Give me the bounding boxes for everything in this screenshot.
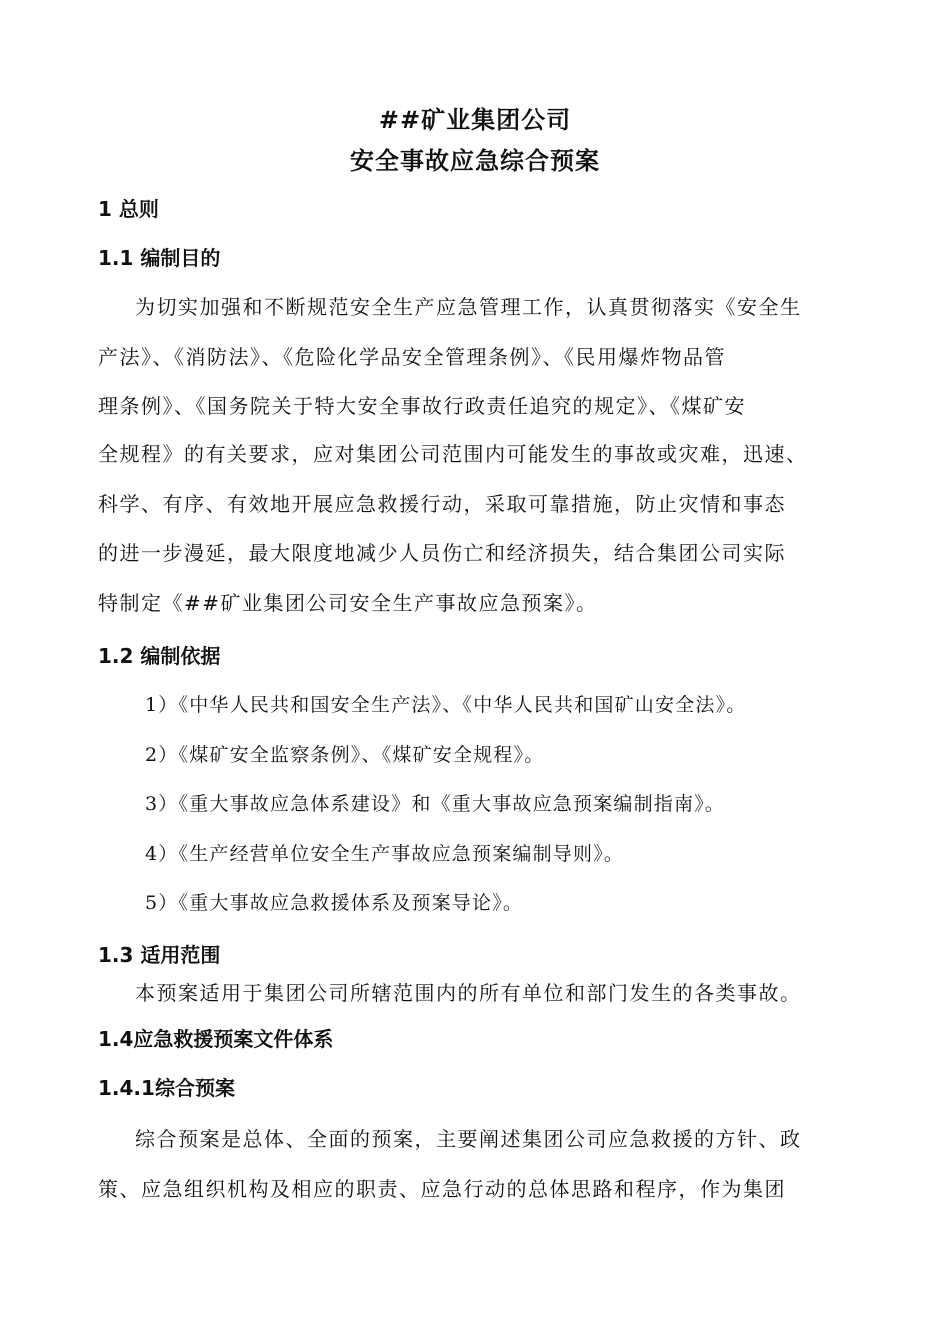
document-title-plan: 安全事故应急综合预案 bbox=[350, 147, 600, 175]
basis-list-item: 2）《煤矿安全监察条例》、《煤矿安全规程》。 bbox=[145, 744, 545, 766]
basis-list-item: 1）《中华人民共和国安全生产法》、《中华人民共和国矿山安全法》。 bbox=[145, 694, 747, 716]
section-heading-document-system: 1.4应急救援预案文件体系 bbox=[98, 1027, 334, 1051]
scope-paragraph: 本预案适用于集团公司所辖范围内的所有单位和部门发生的各类事故。 bbox=[135, 981, 802, 1005]
comprehensive-plan-paragraph-line: 策、应急组织机构及相应的职责、应急行动的总体思路和程序，作为集团 bbox=[98, 1177, 786, 1201]
purpose-paragraph-line: 产法》、《消防法》、《危险化学品安全管理条例》、《民用爆炸物品管 bbox=[98, 345, 726, 369]
basis-list-item: 3）《重大事故应急体系建设》和《重大事故应急预案编制指南》。 bbox=[145, 793, 726, 815]
document-title-company: ##矿业集团公司 bbox=[378, 106, 572, 134]
basis-list-item: 4）《生产经营单位安全生产事故应急预案编制导则》。 bbox=[145, 843, 625, 865]
section-heading-scope: 1.3 适用范围 bbox=[98, 943, 221, 967]
purpose-paragraph-line: 的进一步漫延，最大限度地减少人员伤亡和经济损失，结合集团公司实际 bbox=[98, 541, 786, 565]
purpose-paragraph-line: 特制定《##矿业集团公司安全生产事故应急预案》。 bbox=[98, 591, 598, 615]
section-heading-comprehensive-plan: 1.4.1综合预案 bbox=[98, 1076, 235, 1100]
purpose-paragraph-line: 科学、有序、有效地开展应急救援行动，采取可靠措施，防止灾情和事态 bbox=[98, 492, 786, 516]
section-heading-basis: 1.2 编制依据 bbox=[98, 644, 221, 668]
comprehensive-plan-paragraph-line: 综合预案是总体、全面的预案，主要阐述集团公司应急救援的方针、政 bbox=[135, 1127, 802, 1151]
section-heading-general: 1 总则 bbox=[98, 197, 159, 221]
basis-list-item: 5）《重大事故应急救援体系及预案导论》。 bbox=[145, 892, 524, 914]
purpose-paragraph-line: 为切实加强和不断规范安全生产应急管理工作，认真贯彻落实《安全生 bbox=[135, 295, 802, 319]
purpose-paragraph-line: 理条例》、《国务院关于特大安全事故行政责任追究的规定》、《煤矿安 bbox=[98, 394, 746, 418]
section-heading-purpose: 1.1 编制目的 bbox=[98, 246, 221, 270]
purpose-paragraph-line: 全规程》的有关要求，应对集团公司范围内可能发生的事故或灾难，迅速、 bbox=[98, 442, 808, 466]
